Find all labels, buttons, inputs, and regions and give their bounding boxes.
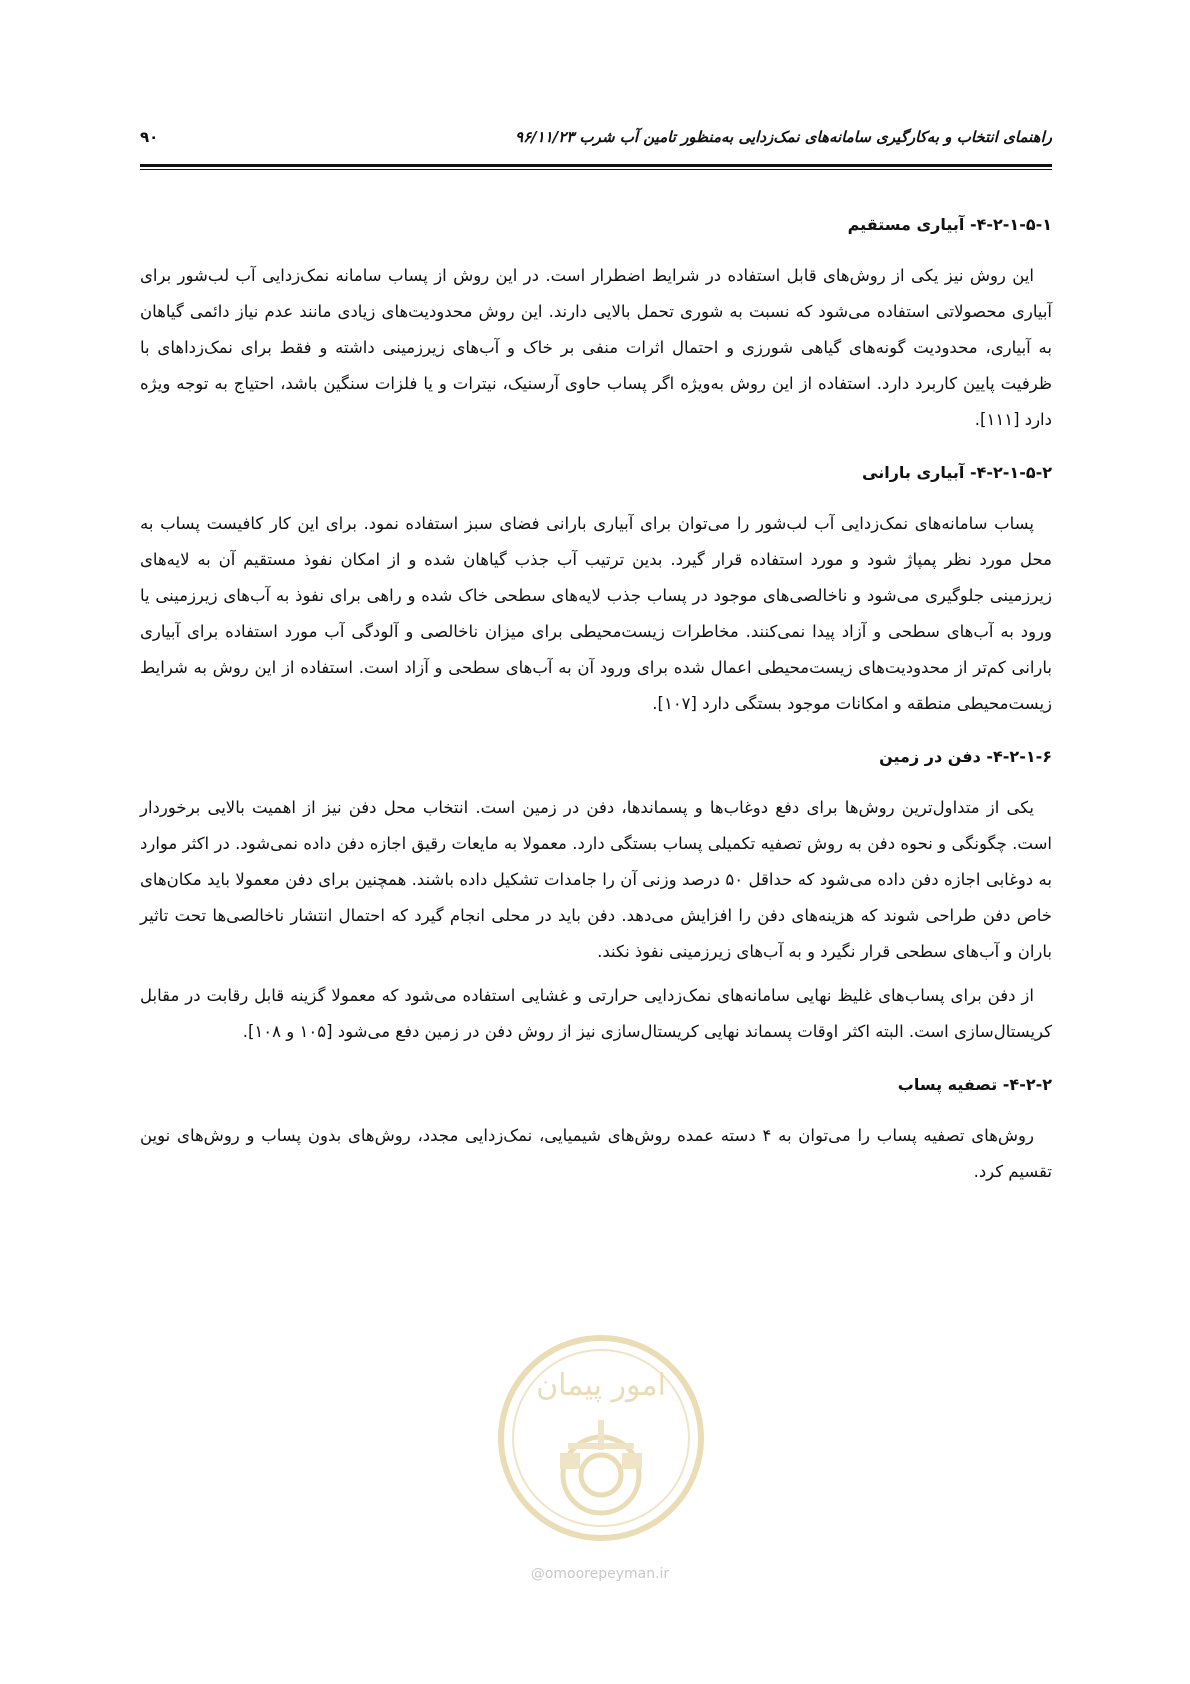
- paragraph: از دفن برای پساب‌های غلیظ نهایی سامانه‌های نمک‌زدایی حرارتی و غشایی استفاده می‌شود که معمولا گزینه قابل رقابت در مقابل کریستال‌سازی است. البته اکثر اوقات پسماند نهایی کریستال‌سازی نیز از روش دفن در زمین دفع می‌شود [۱۰۵ و ۱۰۸].: [140, 986, 1052, 1041]
- paragraph: یکی از متداول‌ترین روش‌ها برای دفع دوغاب‌ها و پسماندها، دفن در زمین است. انتخاب محل دفن نیز از اهمیت بالایی برخوردار است. چگونگی و نحوه دفن به روش تصفیه تکمیلی پساب بستگی دارد. معمولا به مایعات رقیق اجازه دفن داده نمی‌شود. در اکثر موارد به دوغابی اجازه دفن داده می‌شود که حداقل ۵۰ درصد وزنی آن را جامدات تشکیل داده باشند. همچنین برای دفن معمولا باید مکان‌های خاص دفن طراحی شوند که هزینه‌های دفن را افزایش می‌دهد. دفن باید در محلی انجام گیرد که احتمال انتشار ناخالصی‌ها تحت تاثیر باران و آب‌های سطحی قرار نگیرد و به آب‌های زیرزمینی نفوذ نکند.: [140, 798, 1052, 961]
- header-rule: [140, 164, 1052, 167]
- running-title: [493, 128, 1052, 146]
- section-wastewater-treatment: [140, 1072, 1052, 1190]
- header-rule-thin: [140, 169, 1052, 170]
- section-heading: ۴-۲-۲- تصفیه پساب: [897, 1075, 1052, 1094]
- section-heading: ۴-۲-۱-۶- دفن در زمین: [879, 747, 1052, 766]
- header-date: ۹۶/۱۱/۲۳: [515, 128, 575, 146]
- watermark-scale-icon: [560, 1420, 642, 1469]
- header-title-text: راهنمای انتخاب و به‌کارگیری سامانه‌های نمک‌زدایی به‌منظور تامین آب شرب: [579, 128, 1052, 146]
- paragraph: روش‌های تصفیه پساب را می‌توان به ۴ دسته عمده روش‌های شیمیایی، نمک‌زدایی مجدد، روش‌های بدون پساب و روش‌های نوین تقسیم کرد.: [140, 1126, 1052, 1181]
- main-content: [140, 212, 1052, 1212]
- section-land-burial: [140, 744, 1052, 1050]
- section-heading: ۴-۲-۱-۵-۲- آبیاری بارانی: [862, 463, 1052, 482]
- section-heading: ۴-۲-۱-۵-۱- آبیاری مستقیم: [847, 215, 1052, 234]
- paragraph: این روش نیز یکی از روش‌های قابل استفاده در شرایط اضطرار است. در این روش از پساب سامانه نمک‌زدایی آب لب‌شور برای آبیاری محصولاتی استفاده می‌شود که نسبت به شوری تحمل بالایی دارند. این روش محدودیت‌های زیادی مانند عدم نیاز دائمی گیاهان به آبیاری، محدودیت گونه‌های گیاهی شورزی و احتمال اثرات منفی بر خاک و آب‌های زیرزمینی داشته و فقط برای نمک‌زداهای با ظرفیت پایین کاربرد دارد. استفاده از این روش به‌ویژه اگر پساب حاوی آرسنیک، نیترات و یا فلزات سنگین باشد، احتیاج به توجه ویژه دارد [۱۱۱].: [140, 266, 1052, 429]
- watermark-text: امور پیمان: [536, 1368, 666, 1403]
- section-direct-irrigation: [140, 212, 1052, 438]
- page-number: ۹۰: [140, 128, 159, 146]
- page-header: [140, 128, 1052, 158]
- watermark-url: @omoorepeyman.ir: [530, 1566, 670, 1582]
- section-sprinkler-irrigation: [140, 460, 1052, 722]
- watermark-seal: [488, 1325, 714, 1551]
- paragraph: پساب سامانه‌های نمک‌زدایی آب لب‌شور را می‌توان برای آبیاری بارانی فضای سبز استفاده نمود. برای این کار کافیست پساب به محل مورد نظر پمپاژ شود و مورد استفاده قرار گیرد. بدین ترتیب آب جذب گیاهان شده و از امکان نفوذ مستقیم آن به لایه‌های زیرزمینی جلوگیری می‌شود و ناخالصی‌های موجود در پساب جذب لایه‌های سطحی خاک شده و راهی برای نفوذ به آب‌های زیرزمینی یا ورود به آب‌های سطحی و آزاد پیدا نمی‌کنند. مخاطرات زیست‌محیطی برای میزان ناخالصی و آلودگی آب مورد استفاده برای آبیاری بارانی کم‌تر از محدودیت‌های زیست‌محیطی اعمال شده برای ورود آن به آب‌های سطحی و آزاد است. استفاده از این روش به شرایط زیست‌محیطی منطقه و امکانات موجود بستگی دارد [۱۰۷].: [140, 514, 1052, 713]
